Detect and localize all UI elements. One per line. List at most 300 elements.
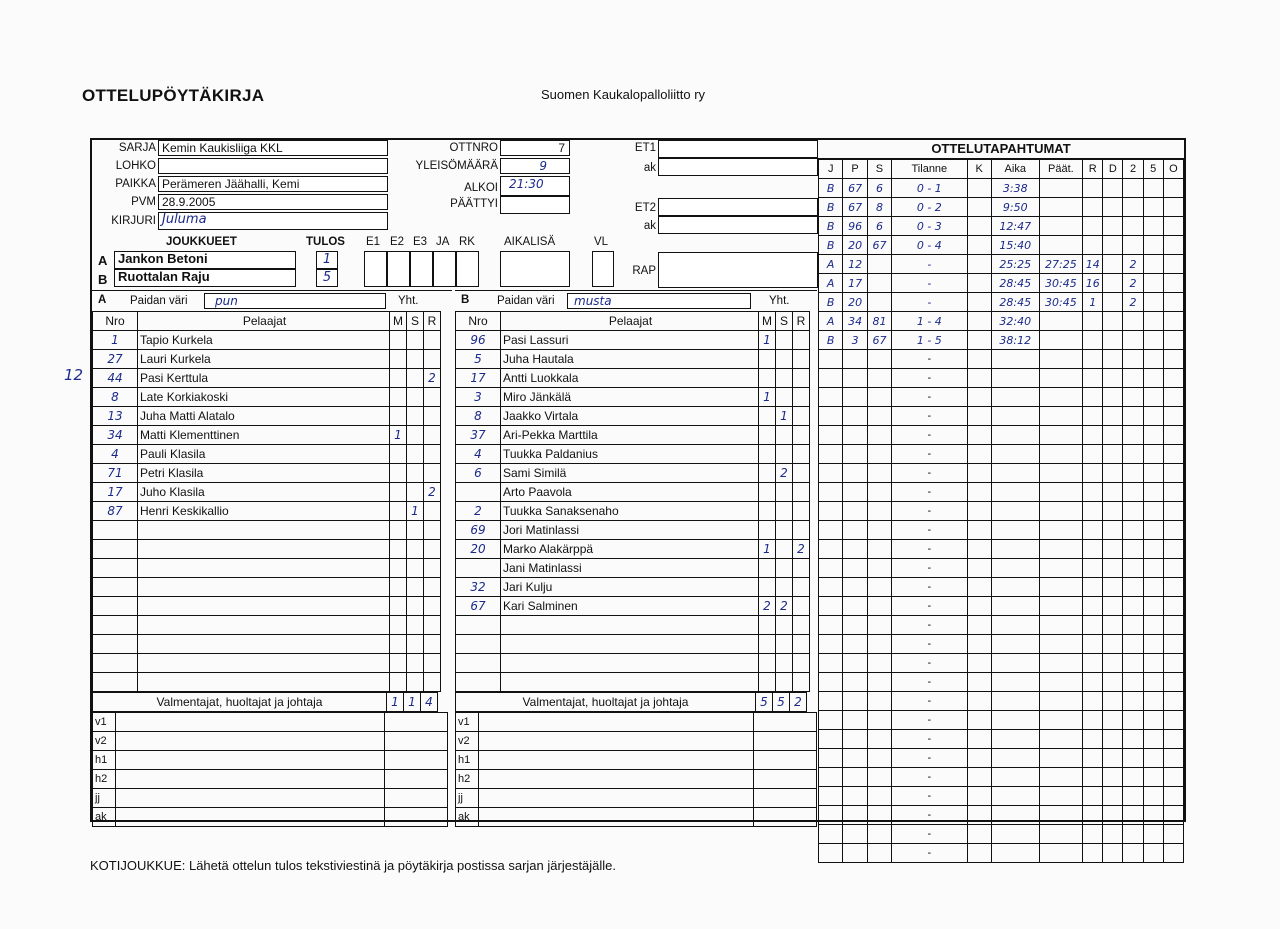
event-o[interactable]: [1163, 331, 1183, 350]
paikka-field[interactable]: Perämeren Jäähalli, Kemi: [158, 176, 388, 192]
event-team[interactable]: [819, 407, 843, 426]
event-d[interactable]: [1103, 312, 1123, 331]
player-goals[interactable]: [759, 578, 776, 597]
player-penalties[interactable]: [424, 388, 441, 407]
event-k[interactable]: [967, 521, 991, 540]
event-k[interactable]: [967, 635, 991, 654]
event-player[interactable]: 3: [843, 331, 867, 350]
event-assist[interactable]: [867, 711, 891, 730]
event-team[interactable]: [819, 654, 843, 673]
event-k[interactable]: [967, 559, 991, 578]
player-goals[interactable]: [390, 350, 407, 369]
player-penalties[interactable]: [793, 445, 810, 464]
event-5min[interactable]: [1143, 559, 1163, 578]
player-assists[interactable]: [776, 521, 793, 540]
event-time[interactable]: [991, 692, 1039, 711]
event-team[interactable]: [819, 616, 843, 635]
player-penalties[interactable]: [793, 673, 810, 692]
event-5min[interactable]: [1143, 844, 1163, 863]
event-end[interactable]: [1039, 559, 1083, 578]
player-name[interactable]: Antti Luokkala: [501, 369, 759, 388]
player-penalties[interactable]: [424, 654, 441, 673]
event-player[interactable]: [843, 749, 867, 768]
staff-notes-field[interactable]: [385, 751, 448, 770]
event-time[interactable]: [991, 388, 1039, 407]
event-player[interactable]: [843, 806, 867, 825]
event-team[interactable]: A: [819, 274, 843, 293]
event-player[interactable]: [843, 350, 867, 369]
player-penalties[interactable]: [793, 369, 810, 388]
player-penalties[interactable]: [793, 426, 810, 445]
player-number[interactable]: 96: [456, 331, 501, 350]
event-end[interactable]: [1039, 730, 1083, 749]
event-d[interactable]: [1103, 597, 1123, 616]
event-o[interactable]: [1163, 578, 1183, 597]
staff-notes-field[interactable]: [385, 732, 448, 751]
player-penalties[interactable]: [424, 331, 441, 350]
event-score[interactable]: -: [892, 749, 967, 768]
event-time[interactable]: [991, 711, 1039, 730]
player-penalties[interactable]: 2: [424, 369, 441, 388]
player-number[interactable]: 67: [456, 597, 501, 616]
event-o[interactable]: [1163, 559, 1183, 578]
event-o[interactable]: [1163, 483, 1183, 502]
staff-name-field[interactable]: [479, 751, 754, 770]
event-score[interactable]: 0 - 1: [892, 179, 967, 198]
player-assists[interactable]: [407, 331, 424, 350]
player-goals[interactable]: 2: [759, 597, 776, 616]
event-assist[interactable]: [867, 464, 891, 483]
player-assists[interactable]: [776, 483, 793, 502]
event-d[interactable]: [1103, 521, 1123, 540]
player-assists[interactable]: [407, 445, 424, 464]
player-assists[interactable]: [776, 350, 793, 369]
event-score[interactable]: -: [892, 426, 967, 445]
event-player[interactable]: [843, 502, 867, 521]
team-a-score[interactable]: 1: [316, 251, 338, 269]
event-5min[interactable]: [1143, 198, 1163, 217]
e1-box[interactable]: [364, 251, 387, 287]
event-score[interactable]: -: [892, 464, 967, 483]
event-time[interactable]: [991, 369, 1039, 388]
event-r[interactable]: [1083, 179, 1103, 198]
alkoi-field[interactable]: 21:30: [500, 176, 570, 196]
event-assist[interactable]: 67: [867, 236, 891, 255]
player-name[interactable]: Henri Keskikallio: [138, 502, 390, 521]
ak1-field[interactable]: [658, 158, 818, 176]
event-d[interactable]: [1103, 426, 1123, 445]
kirjuri-field[interactable]: Juluma: [158, 212, 388, 230]
event-player[interactable]: [843, 730, 867, 749]
event-2min[interactable]: [1123, 312, 1143, 331]
event-end[interactable]: [1039, 844, 1083, 863]
event-end[interactable]: [1039, 312, 1083, 331]
event-d[interactable]: [1103, 654, 1123, 673]
event-assist[interactable]: 67: [867, 331, 891, 350]
event-team[interactable]: [819, 502, 843, 521]
event-assist[interactable]: 6: [867, 217, 891, 236]
rk-box[interactable]: [456, 251, 479, 287]
player-number[interactable]: [93, 616, 138, 635]
event-assist[interactable]: [867, 407, 891, 426]
player-number[interactable]: [93, 635, 138, 654]
event-team[interactable]: B: [819, 217, 843, 236]
event-2min[interactable]: [1123, 768, 1143, 787]
event-r[interactable]: [1083, 597, 1103, 616]
event-d[interactable]: [1103, 768, 1123, 787]
event-r[interactable]: [1083, 749, 1103, 768]
event-5min[interactable]: [1143, 711, 1163, 730]
event-assist[interactable]: [867, 768, 891, 787]
event-time[interactable]: 12:47: [991, 217, 1039, 236]
event-player[interactable]: [843, 464, 867, 483]
event-time[interactable]: [991, 578, 1039, 597]
player-name[interactable]: Late Korkiakoski: [138, 388, 390, 407]
event-player[interactable]: [843, 521, 867, 540]
event-r[interactable]: [1083, 768, 1103, 787]
event-time[interactable]: [991, 521, 1039, 540]
event-player[interactable]: 67: [843, 198, 867, 217]
event-score[interactable]: -: [892, 635, 967, 654]
player-number[interactable]: 5: [456, 350, 501, 369]
event-end[interactable]: 30:45: [1039, 274, 1083, 293]
event-5min[interactable]: [1143, 369, 1163, 388]
event-r[interactable]: [1083, 407, 1103, 426]
staff-notes-field[interactable]: [754, 713, 817, 732]
event-o[interactable]: [1163, 806, 1183, 825]
player-number[interactable]: 27: [93, 350, 138, 369]
player-name[interactable]: [501, 616, 759, 635]
event-2min[interactable]: [1123, 521, 1143, 540]
event-time[interactable]: [991, 749, 1039, 768]
event-o[interactable]: [1163, 711, 1183, 730]
event-time[interactable]: 15:40: [991, 236, 1039, 255]
event-time[interactable]: [991, 635, 1039, 654]
event-k[interactable]: [967, 331, 991, 350]
player-penalties[interactable]: [793, 407, 810, 426]
event-d[interactable]: [1103, 388, 1123, 407]
event-o[interactable]: [1163, 293, 1183, 312]
player-goals[interactable]: [390, 369, 407, 388]
event-d[interactable]: [1103, 806, 1123, 825]
event-team[interactable]: [819, 692, 843, 711]
player-assists[interactable]: [407, 388, 424, 407]
event-team[interactable]: [819, 426, 843, 445]
player-assists[interactable]: [407, 597, 424, 616]
event-d[interactable]: [1103, 483, 1123, 502]
event-time[interactable]: 38:12: [991, 331, 1039, 350]
event-score[interactable]: -: [892, 787, 967, 806]
event-team[interactable]: [819, 825, 843, 844]
player-name[interactable]: Pauli Klasila: [138, 445, 390, 464]
event-assist[interactable]: [867, 521, 891, 540]
event-team[interactable]: B: [819, 331, 843, 350]
player-assists[interactable]: 2: [776, 597, 793, 616]
player-number[interactable]: 1: [93, 331, 138, 350]
player-number[interactable]: [93, 521, 138, 540]
event-d[interactable]: [1103, 236, 1123, 255]
event-end[interactable]: [1039, 692, 1083, 711]
player-number[interactable]: 4: [456, 445, 501, 464]
event-o[interactable]: [1163, 692, 1183, 711]
event-5min[interactable]: [1143, 597, 1163, 616]
staff-notes-field[interactable]: [754, 732, 817, 751]
event-2min[interactable]: [1123, 350, 1143, 369]
player-penalties[interactable]: [424, 445, 441, 464]
player-number[interactable]: [456, 483, 501, 502]
event-end[interactable]: [1039, 217, 1083, 236]
player-goals[interactable]: [759, 350, 776, 369]
event-time[interactable]: [991, 464, 1039, 483]
staff-name-field[interactable]: [479, 789, 754, 808]
event-r[interactable]: 16: [1083, 274, 1103, 293]
event-k[interactable]: [967, 844, 991, 863]
player-name[interactable]: Lauri Kurkela: [138, 350, 390, 369]
event-o[interactable]: [1163, 407, 1183, 426]
event-player[interactable]: [843, 426, 867, 445]
player-number[interactable]: 3: [456, 388, 501, 407]
event-2min[interactable]: [1123, 369, 1143, 388]
event-player[interactable]: [843, 578, 867, 597]
ja-box[interactable]: [433, 251, 456, 287]
event-score[interactable]: 1 - 5: [892, 331, 967, 350]
event-assist[interactable]: [867, 350, 891, 369]
event-d[interactable]: [1103, 730, 1123, 749]
player-goals[interactable]: [759, 464, 776, 483]
event-k[interactable]: [967, 578, 991, 597]
event-assist[interactable]: [867, 502, 891, 521]
player-number[interactable]: 2: [456, 502, 501, 521]
event-assist[interactable]: [867, 730, 891, 749]
player-number[interactable]: 87: [93, 502, 138, 521]
player-number[interactable]: 20: [456, 540, 501, 559]
event-assist[interactable]: 6: [867, 179, 891, 198]
event-player[interactable]: [843, 483, 867, 502]
player-number[interactable]: [93, 597, 138, 616]
event-2min[interactable]: [1123, 806, 1143, 825]
player-name[interactable]: Jani Matinlassi: [501, 559, 759, 578]
player-goals[interactable]: [759, 673, 776, 692]
event-k[interactable]: [967, 540, 991, 559]
event-player[interactable]: [843, 635, 867, 654]
player-assists[interactable]: [407, 407, 424, 426]
event-end[interactable]: [1039, 350, 1083, 369]
event-o[interactable]: [1163, 236, 1183, 255]
event-r[interactable]: [1083, 236, 1103, 255]
player-name[interactable]: Marko Alakärppä: [501, 540, 759, 559]
event-team[interactable]: [819, 635, 843, 654]
event-d[interactable]: [1103, 787, 1123, 806]
event-d[interactable]: [1103, 749, 1123, 768]
event-end[interactable]: [1039, 369, 1083, 388]
event-player[interactable]: [843, 540, 867, 559]
event-time[interactable]: [991, 806, 1039, 825]
staff-notes-field[interactable]: [754, 789, 817, 808]
event-2min[interactable]: [1123, 673, 1143, 692]
event-player[interactable]: 34: [843, 312, 867, 331]
event-k[interactable]: [967, 426, 991, 445]
event-end[interactable]: [1039, 806, 1083, 825]
player-name[interactable]: [138, 673, 390, 692]
event-assist[interactable]: [867, 673, 891, 692]
player-number[interactable]: [456, 654, 501, 673]
event-end[interactable]: [1039, 787, 1083, 806]
event-2min[interactable]: 2: [1123, 293, 1143, 312]
player-penalties[interactable]: [793, 559, 810, 578]
event-assist[interactable]: [867, 293, 891, 312]
staff-name-field[interactable]: [116, 808, 385, 827]
player-goals[interactable]: [759, 369, 776, 388]
event-team[interactable]: [819, 768, 843, 787]
player-assists[interactable]: [776, 426, 793, 445]
event-k[interactable]: [967, 787, 991, 806]
player-name[interactable]: [138, 635, 390, 654]
player-goals[interactable]: [759, 654, 776, 673]
player-assists[interactable]: [407, 559, 424, 578]
event-d[interactable]: [1103, 274, 1123, 293]
player-name[interactable]: Tapio Kurkela: [138, 331, 390, 350]
player-name[interactable]: Jari Kulju: [501, 578, 759, 597]
player-goals[interactable]: 1: [759, 540, 776, 559]
event-r[interactable]: [1083, 559, 1103, 578]
event-r[interactable]: [1083, 825, 1103, 844]
event-end[interactable]: [1039, 198, 1083, 217]
event-o[interactable]: [1163, 179, 1183, 198]
event-d[interactable]: [1103, 844, 1123, 863]
player-assists[interactable]: [407, 350, 424, 369]
event-player[interactable]: [843, 711, 867, 730]
event-assist[interactable]: [867, 559, 891, 578]
player-assists[interactable]: [407, 673, 424, 692]
event-5min[interactable]: [1143, 540, 1163, 559]
event-team[interactable]: [819, 578, 843, 597]
player-name[interactable]: [138, 616, 390, 635]
player-goals[interactable]: [390, 331, 407, 350]
player-goals[interactable]: [390, 483, 407, 502]
event-assist[interactable]: [867, 426, 891, 445]
event-k[interactable]: [967, 768, 991, 787]
event-assist[interactable]: [867, 597, 891, 616]
player-name[interactable]: [501, 673, 759, 692]
event-o[interactable]: [1163, 445, 1183, 464]
event-time[interactable]: [991, 350, 1039, 369]
event-end[interactable]: [1039, 236, 1083, 255]
player-penalties[interactable]: [424, 559, 441, 578]
player-assists[interactable]: [407, 426, 424, 445]
event-2min[interactable]: [1123, 749, 1143, 768]
event-team[interactable]: [819, 445, 843, 464]
event-assist[interactable]: [867, 806, 891, 825]
event-5min[interactable]: [1143, 274, 1163, 293]
event-o[interactable]: [1163, 198, 1183, 217]
event-d[interactable]: [1103, 350, 1123, 369]
event-5min[interactable]: [1143, 483, 1163, 502]
event-2min[interactable]: [1123, 559, 1143, 578]
player-penalties[interactable]: [424, 616, 441, 635]
event-o[interactable]: [1163, 540, 1183, 559]
event-score[interactable]: -: [892, 616, 967, 635]
event-player[interactable]: [843, 616, 867, 635]
event-5min[interactable]: [1143, 407, 1163, 426]
event-o[interactable]: [1163, 635, 1183, 654]
event-2min[interactable]: [1123, 787, 1143, 806]
event-time[interactable]: [991, 559, 1039, 578]
player-goals[interactable]: 1: [759, 331, 776, 350]
staff-notes-field[interactable]: [754, 770, 817, 789]
event-score[interactable]: -: [892, 711, 967, 730]
player-number[interactable]: 32: [456, 578, 501, 597]
event-score[interactable]: -: [892, 768, 967, 787]
event-r[interactable]: [1083, 635, 1103, 654]
event-assist[interactable]: [867, 692, 891, 711]
player-goals[interactable]: [390, 559, 407, 578]
event-5min[interactable]: [1143, 635, 1163, 654]
player-goals[interactable]: [390, 635, 407, 654]
player-assists[interactable]: [776, 654, 793, 673]
event-2min[interactable]: [1123, 483, 1143, 502]
event-k[interactable]: [967, 369, 991, 388]
player-goals[interactable]: [390, 521, 407, 540]
event-d[interactable]: [1103, 692, 1123, 711]
event-o[interactable]: [1163, 749, 1183, 768]
player-number[interactable]: [93, 673, 138, 692]
event-player[interactable]: [843, 692, 867, 711]
player-penalties[interactable]: [424, 502, 441, 521]
player-assists[interactable]: 1: [407, 502, 424, 521]
event-2min[interactable]: [1123, 445, 1143, 464]
event-team[interactable]: B: [819, 293, 843, 312]
event-assist[interactable]: [867, 445, 891, 464]
event-2min[interactable]: [1123, 635, 1143, 654]
event-2min[interactable]: [1123, 502, 1143, 521]
event-o[interactable]: [1163, 255, 1183, 274]
player-penalties[interactable]: [793, 597, 810, 616]
event-2min[interactable]: [1123, 578, 1143, 597]
player-goals[interactable]: [390, 616, 407, 635]
event-5min[interactable]: [1143, 673, 1163, 692]
event-score[interactable]: -: [892, 597, 967, 616]
ak2-field[interactable]: [658, 216, 818, 234]
event-end[interactable]: 27:25: [1039, 255, 1083, 274]
event-2min[interactable]: [1123, 540, 1143, 559]
event-end[interactable]: [1039, 426, 1083, 445]
event-2min[interactable]: [1123, 825, 1143, 844]
event-2min[interactable]: [1123, 597, 1143, 616]
event-player[interactable]: 17: [843, 274, 867, 293]
player-goals[interactable]: [759, 521, 776, 540]
event-team[interactable]: [819, 673, 843, 692]
staff-name-field[interactable]: [116, 713, 385, 732]
event-r[interactable]: [1083, 331, 1103, 350]
event-r[interactable]: [1083, 730, 1103, 749]
event-r[interactable]: [1083, 426, 1103, 445]
event-d[interactable]: [1103, 331, 1123, 350]
player-name[interactable]: Pasi Kerttula: [138, 369, 390, 388]
event-r[interactable]: [1083, 388, 1103, 407]
event-r[interactable]: [1083, 787, 1103, 806]
event-2min[interactable]: [1123, 179, 1143, 198]
event-r[interactable]: [1083, 711, 1103, 730]
event-k[interactable]: [967, 825, 991, 844]
player-penalties[interactable]: [793, 616, 810, 635]
player-goals[interactable]: [390, 597, 407, 616]
event-time[interactable]: [991, 825, 1039, 844]
event-r[interactable]: [1083, 502, 1103, 521]
event-end[interactable]: [1039, 521, 1083, 540]
event-time[interactable]: [991, 426, 1039, 445]
et2-field[interactable]: [658, 198, 818, 216]
player-penalties[interactable]: [424, 635, 441, 654]
